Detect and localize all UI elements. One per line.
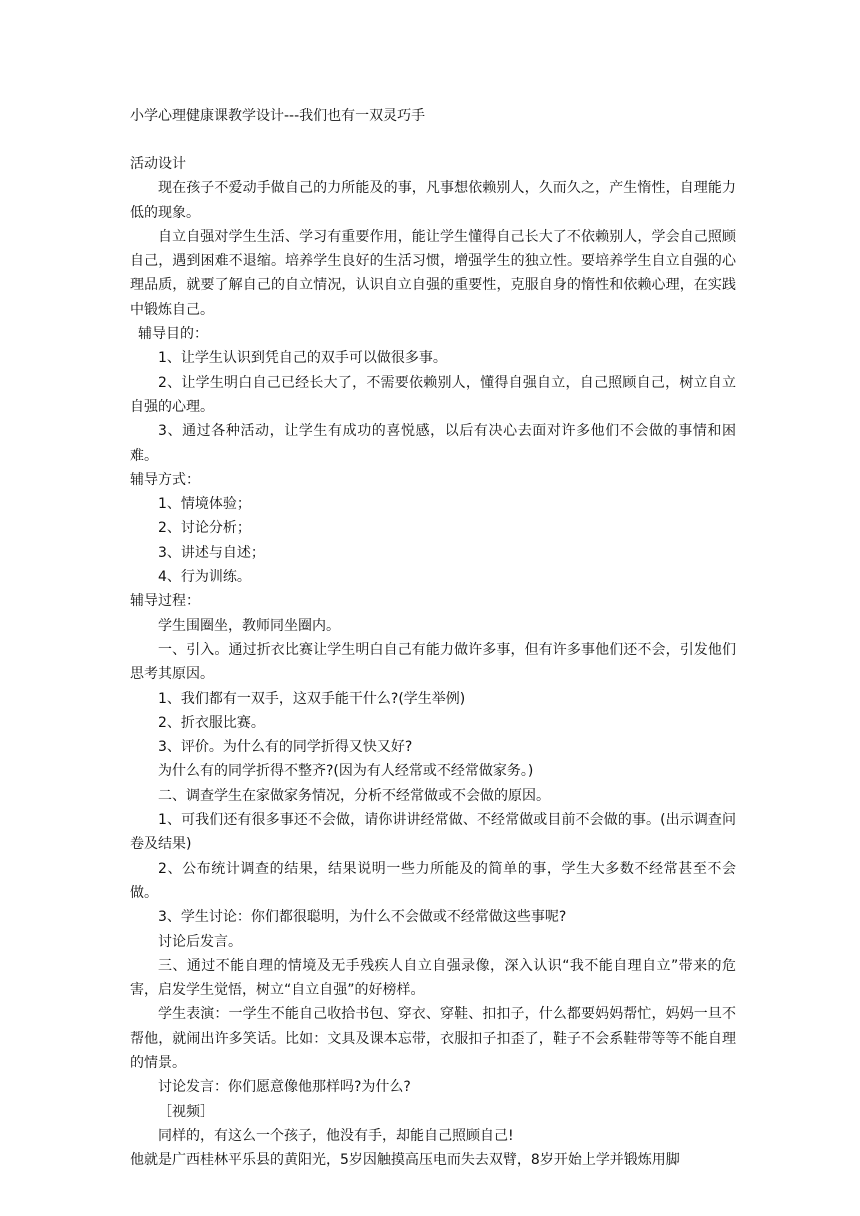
process-item: 讨论后发言。 (158, 933, 242, 950)
document-page (130, 104, 736, 1172)
process-item: 讨论发言：你们愿意像他那样吗?为什么? (158, 1079, 411, 1096)
method-item: 1、情境体验； (158, 496, 251, 513)
document-title: 小学心理健康课教学设计---我们也有一双灵巧手 (130, 108, 426, 124)
process-item: 2、公布统计调查的结果，结果说明一些力所能及的简单的事，学生大多数不经常甚至不会做。 (130, 860, 736, 901)
process-item: ［视频］ (158, 1103, 214, 1120)
activity-heading: 活动设计 (130, 156, 186, 172)
process-item: 3、学生讨论：你们都很聪明，为什么不会做或不经常做这些事呢? (158, 909, 567, 926)
process-item: 三、通过不能自理的情境及无手残疾人自立自强录像，深入认识“我不能自理自立”带来的危害，启发学生觉悟，树立“自立自强”的好榜样。 (130, 957, 736, 999)
method-item: 2、讨论分析； (158, 520, 251, 537)
process-item: 1、我们都有一双手，这双手能干什么?(学生举例) (158, 690, 466, 707)
process-item: 为什么有的同学折得不整齐?(因为有人经常或不经常做家务。) (158, 763, 534, 780)
goal-item: 3、通过各种活动，让学生有成功的喜悦感，以后有决心去面对许多他们不会做的事情和困难。 (130, 423, 736, 464)
process-item: 同样的，有这么一个孩子，他没有手，却能自己照顾自己! (158, 1127, 514, 1144)
process-item: 一、引入。通过折衣比赛让学生明白自己有能力做许多事，但有许多事他们还不会，引发他们思考其原因。 (130, 641, 736, 683)
goals-heading: 辅导目的： (138, 326, 208, 343)
methods-heading: 辅导方式： (130, 471, 200, 488)
process-item: 3、评价。为什么有的同学折得又快又好? (158, 739, 413, 756)
method-item: 4、行为训练。 (158, 569, 251, 586)
process-item: 二、调查学生在家做家务情况，分析不经常做或不会做的原因。 (158, 787, 550, 804)
process-item: 1、可我们还有很多事还不会做，请你讲讲经常做、不经常做或目前不会做的事。(出示调查问卷及结果) (130, 812, 736, 853)
process-item: 学生表演：一学生不能自己收拾书包、穿衣、穿鞋、扣扣子，什么都要妈妈帮忙，妈妈一旦不帮他，就闹出许多笑话。比如：文具及课本忘带，衣服扣子扣歪了，鞋子不会系鞋带等等不能自理的情景。 (130, 1006, 736, 1071)
goal-item: 2、让学生明白自己已经长大了，不需要依赖别人，懂得自强自立，自己照顾自己，树立自立自强的心理。 (130, 374, 736, 415)
method-item: 3、讲述与自述； (158, 544, 265, 561)
activity-paragraph-1: 现在孩子不爱动手做自己的力所能及的事，凡事想依赖别人，久而久之，产生惰性，自理能力低的现象。 (130, 180, 736, 221)
goal-item: 1、让学生认识到凭自己的双手可以做很多事。 (158, 350, 447, 367)
process-item: 2、折衣服比赛。 (158, 714, 265, 731)
final-line: 他就是广西桂林平乐县的黄阳光，5岁因触摸高压电而失去双臂，8岁开始上学并锻炼用脚 (130, 1152, 680, 1169)
process-item: 学生围圈坐，教师同坐圈内。 (158, 617, 340, 634)
process-heading: 辅导过程： (130, 593, 200, 610)
activity-paragraph-2: 自立自强对学生生活、学习有重要作用，能让学生懂得自己长大了不依赖别人，学会自己照顾自己，遇到困难不退缩。培养学生良好的生活习惯，增强学生的独立性。要培养学生自立自强的心理品质，就要了解自己的自立情况，认识自立自强的重要性，克服自身的惰性和依赖心理，在实践中锻炼自己。 (130, 228, 736, 318)
